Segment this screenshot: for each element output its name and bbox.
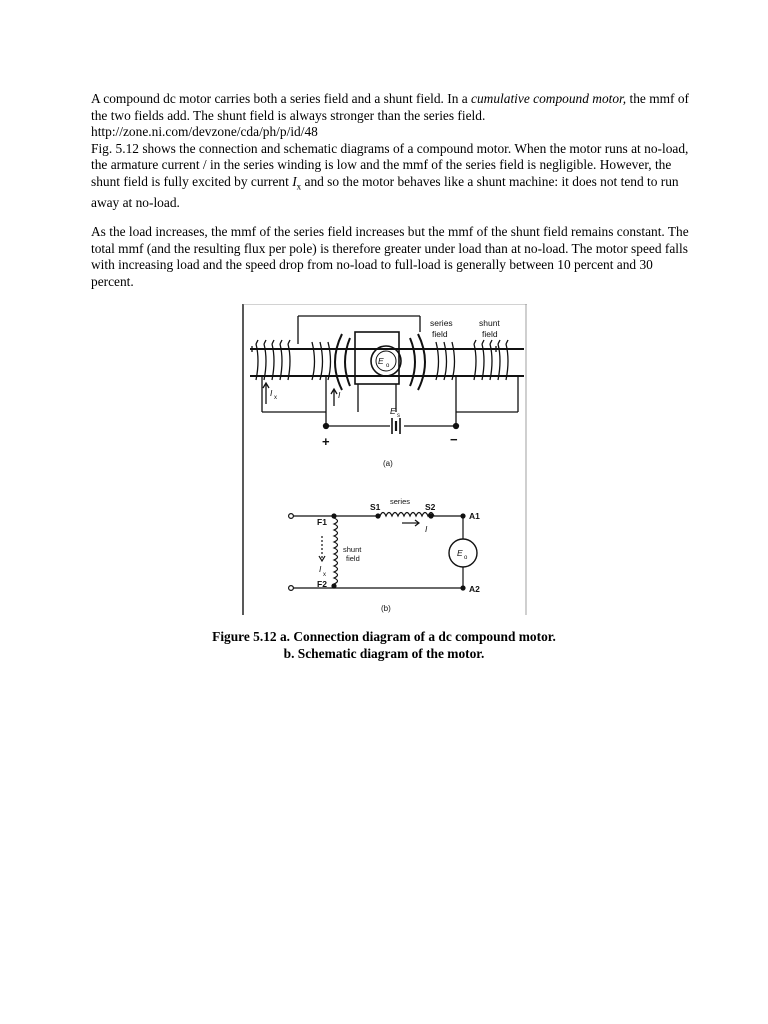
armature-label: E <box>378 356 384 366</box>
minus-terminal <box>454 424 459 429</box>
right-shunt-coil <box>474 340 508 380</box>
paragraph-compound-motor-intro <box>91 91 691 211</box>
shunt-label-1: shunt <box>343 545 362 554</box>
source-subscript: s <box>397 413 400 419</box>
series-label: series <box>390 497 411 506</box>
figure-5-12 <box>242 304 527 615</box>
shunt-field-label-1: shunt <box>479 318 500 328</box>
intro-text: A compound dc motor carries both a series field and a shunt field. In a <box>91 91 472 106</box>
s2-node <box>429 514 433 518</box>
source-label: E <box>390 406 396 416</box>
plus-terminal <box>324 424 329 429</box>
intro-rest-text: the mmf of the two fields add. The shunt field is always stronger than the series field. <box>91 91 689 123</box>
f2-label: F2 <box>317 579 327 589</box>
left-bottom-terminal <box>289 586 294 591</box>
right-series-coil <box>436 342 455 380</box>
f1-node <box>332 514 336 518</box>
figure-caption <box>140 628 628 662</box>
right-pole-face <box>410 338 415 386</box>
part-b-label: (b) <box>381 604 391 613</box>
left-pole-shoe <box>335 334 342 390</box>
shunt-label-2: field <box>346 554 360 563</box>
fig-ref-text-a: Fig. 5.12 shows the connection and schematic diagrams of a compound motor. When the motor runs at no-load, the armature current / in the series winding is low and the mmf of the series field is negligible. However, the shunt field is fully excited by current <box>91 140 689 189</box>
shunt-ix-subscript: x <box>323 572 326 578</box>
caption-line-2: b. Schematic diagram of the motor. <box>283 646 485 661</box>
left-pole-face <box>345 338 350 386</box>
ix-subscript: x <box>274 395 277 401</box>
b-armature-label: E <box>457 548 463 558</box>
armature-symbol <box>449 539 477 567</box>
armature-subscript: o <box>386 363 390 369</box>
intro-italic-term: cumulative compound motor, <box>471 91 627 106</box>
series-field-label-2: field <box>432 329 448 339</box>
series-i-label: I <box>425 524 428 534</box>
left-top-terminal <box>289 514 294 519</box>
current-subscript: x <box>296 181 302 192</box>
right-pole-shoe <box>418 334 425 390</box>
series-field-label-1: series <box>430 318 453 328</box>
s2-label: S2 <box>425 502 436 512</box>
s1-label: S1 <box>370 502 381 512</box>
shunt-field-coil <box>334 518 338 584</box>
source-url: http://zone.ni.com/devzone/cda/ph/p/id/48 <box>91 124 318 139</box>
compound-motor-diagram <box>242 304 527 615</box>
minus-sign: − <box>450 432 458 447</box>
shunt-field-label-2: field <box>482 329 498 339</box>
left-shunt-coil <box>256 340 290 380</box>
i-label: I <box>338 390 341 400</box>
b-armature-subscript: o <box>464 555 468 561</box>
a2-label: A2 <box>469 584 480 594</box>
caption-line-1: Figure 5.12 a. Connection diagram of a dc compound motor. <box>212 629 556 644</box>
paragraph-load-behavior <box>91 224 691 290</box>
series-field-coil <box>380 513 434 517</box>
current-symbol: I <box>292 173 297 189</box>
a1-label: A1 <box>469 511 480 521</box>
s1-node <box>376 514 380 518</box>
shunt-ix-label: I <box>319 564 322 574</box>
f1-label: F1 <box>317 517 327 527</box>
ix-label: I <box>270 388 273 398</box>
plus-sign: + <box>322 434 330 449</box>
load-behavior-text: As the load increases, the mmf of the series field increases but the mmf of the shunt field remains constant. The total mmf (and the resulting flux per pole) is therefore greater under load than at no-load. The motor speed falls with increasing load and the speed drop from no-load to full-load is generally between 10 percent and 30 percent. <box>91 224 689 289</box>
part-a-label: (a) <box>383 459 393 468</box>
left-series-coil <box>312 342 331 380</box>
fig-ref-text-b: and so the motor behaves like a shunt machine: it does not tend to run away at no-load. <box>91 173 679 210</box>
